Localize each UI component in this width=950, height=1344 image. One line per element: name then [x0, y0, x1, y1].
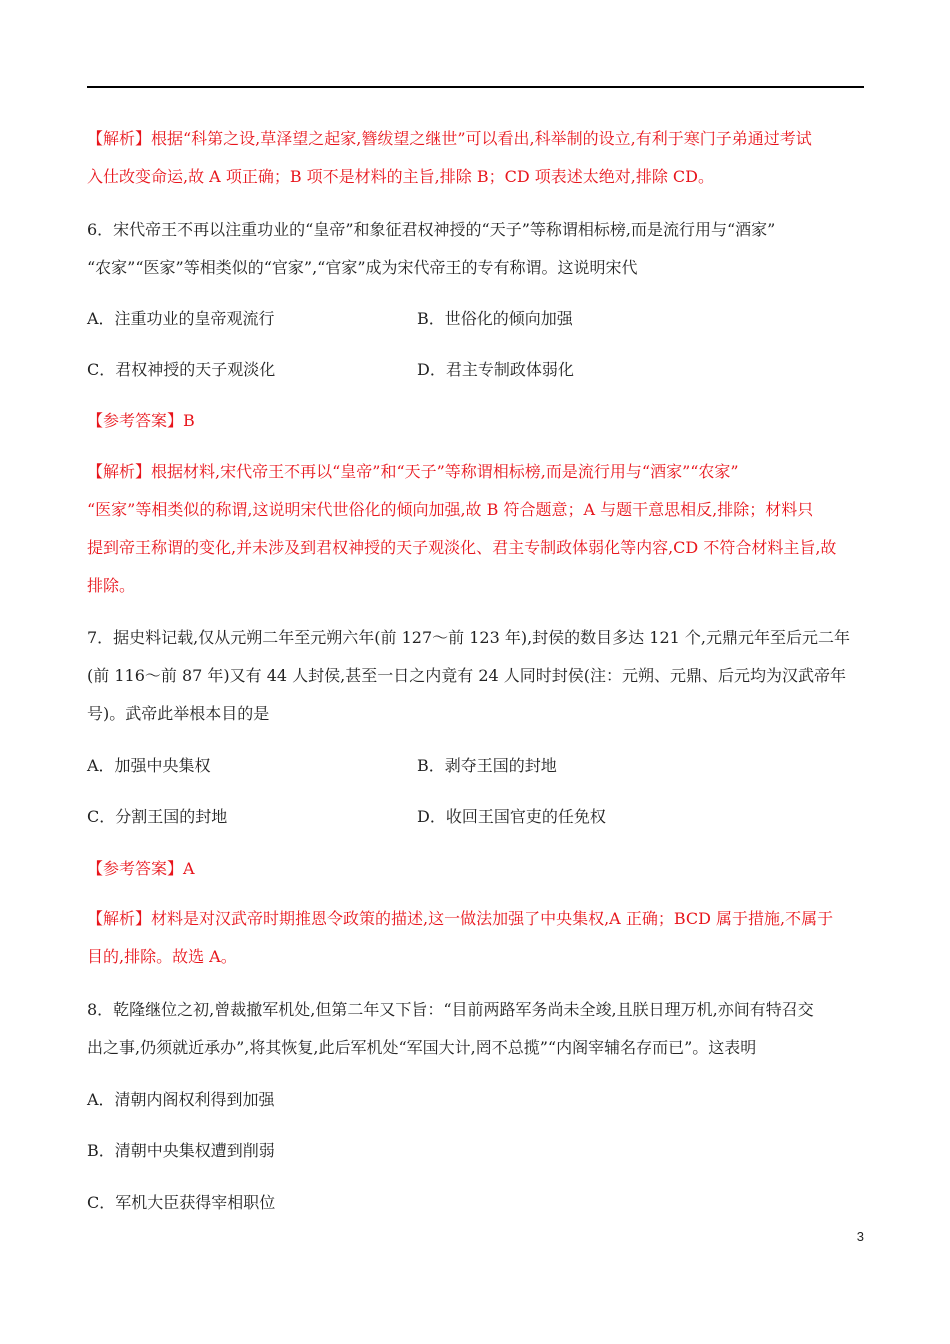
text-line: “医家”等相类似的称谓,这说明宋代世俗化的倾向加强,故 B 符合题意；A 与题干意思相反,排除；材料只: [87, 500, 814, 519]
q6-analysis: [87, 453, 867, 605]
text-line: 号)。武帝此举根本目的是: [87, 704, 270, 723]
text-line: “农家”“医家”等相类似的“官家”,“官家”成为宋代帝王的专有称谓。这说明宋代: [87, 258, 638, 277]
q7-answer: 【参考答案】A: [87, 859, 195, 878]
q7-option-b: B．剥夺王国的封地: [417, 756, 557, 775]
text-line: 8．乾隆继位之初,曾裁撤军机处,但第二年又下旨：“目前两路军务尚未全竣,且朕日理万机,亦间有特召交: [87, 1000, 814, 1019]
q6-answer: 【参考答案】B: [87, 411, 195, 430]
q7-option-a: A．加强中央集权: [87, 756, 211, 775]
text-line: 入仕改变命运,故 A 项正确；B 项不是材料的主旨,排除 B；CD 项表述太绝对,排除 CD。: [87, 167, 714, 186]
page-number: 3: [856, 1229, 864, 1244]
q8-stem: [87, 991, 867, 1067]
q8-option-c: C．军机大臣获得宰相职位: [87, 1193, 276, 1212]
q7-analysis: [87, 900, 867, 976]
q8-option-b: B．清朝中央集权遭到削弱: [87, 1141, 275, 1160]
text-line: 【解析】根据“科第之设,草泽望之起家,簪绂望之继世”可以看出,科举制的设立,有利于寒门子弟通过考试: [87, 129, 812, 148]
text-line: 目的,排除。故选 A。: [87, 947, 237, 966]
q6-stem: [87, 211, 867, 287]
text-line: 【解析】材料是对汉武帝时期推恩令政策的描述,这一做法加强了中央集权,A 正确；BCD 属于措施,不属于: [87, 909, 834, 928]
q5-analysis: [87, 120, 867, 196]
q7-option-c: C．分割王国的封地: [87, 807, 228, 826]
text-line: 【解析】根据材料,宋代帝王不再以“皇帝”和“天子”等称谓相标榜,而是流行用与“酒家”“农家”: [87, 462, 739, 481]
q6-option-a: A．注重功业的皇帝观流行: [87, 309, 275, 328]
text-line: 6．宋代帝王不再以注重功业的“皇帝”和象征君权神授的“天子”等称谓相标榜,而是流行用与“酒家”: [87, 220, 776, 239]
q8-option-a: A．清朝内阁权利得到加强: [87, 1090, 275, 1109]
text-line: (前 116～前 87 年)又有 44 人封侯,甚至一日之内竟有 24 人同时封侯(注：元朔、元鼎、后元均为汉武帝年: [87, 666, 847, 685]
q6-option-b: B．世俗化的倾向加强: [417, 309, 573, 328]
q7-option-d: D．收回王国官吏的任免权: [417, 807, 606, 826]
q7-stem: [87, 619, 867, 733]
text-line: 出之事,仍须就近承办”,将其恢复,此后军机处“军国大计,罔不总揽”“内阁宰辅名存而已”。这表明: [87, 1038, 757, 1057]
q6-option-c: C．君权神授的天子观淡化: [87, 360, 276, 379]
q6-option-d: D．君主专制政体弱化: [417, 360, 574, 379]
text-line: 提到帝王称谓的变化,并未涉及到君权神授的天子观淡化、君主专制政体弱化等内容,CD 不符合材料主旨,故: [87, 538, 837, 557]
text-line: 7．据史料记载,仅从元朔二年至元朔六年(前 127～前 123 年),封侯的数目多达 121 个,元鼎元年至后元二年: [87, 628, 850, 647]
header-rule: [87, 86, 864, 88]
text-line: 排除。: [87, 576, 136, 595]
